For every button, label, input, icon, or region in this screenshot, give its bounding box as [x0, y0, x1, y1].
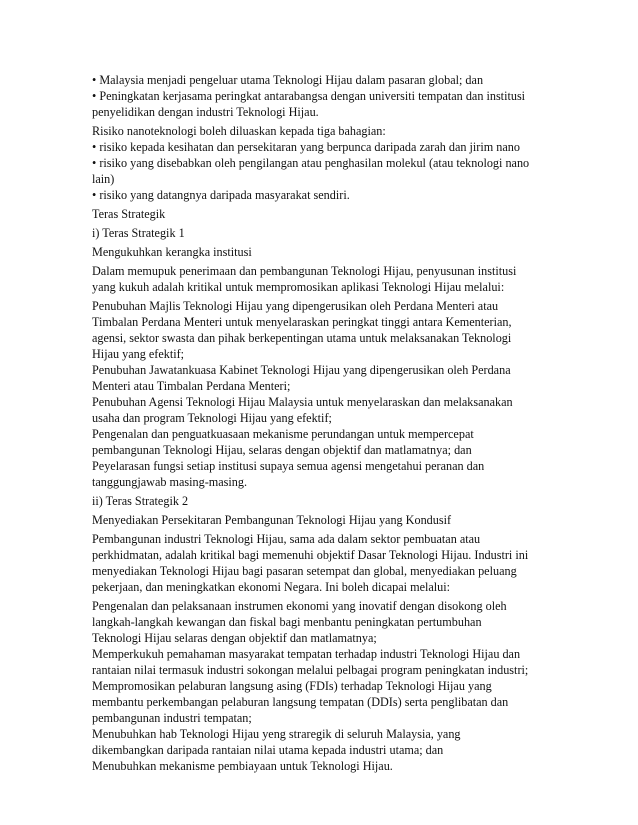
paragraph-line: usaha dan program Teknologi Hijau yang efektif; [92, 411, 332, 425]
bullet-line: • Peningkatan kerjasama peringkat antarabangsa dengan universiti tempatan dan institusi [92, 89, 526, 103]
paragraph-line: pembangunan Teknologi Hijau, selaras dengan objektif dan matlamatnya; dan [92, 443, 472, 457]
paragraph-line: Pembangunan industri Teknologi Hijau, sama ada dalam sektor pembuatan atau [92, 532, 481, 546]
paragraph-line: Menubuhkan mekanisme pembiayaan untuk Teknologi Hijau. [92, 759, 393, 773]
bullet-line: • risiko yang datangnya daripada masyarakat sendiri. [92, 188, 350, 202]
paragraph-line: Pengenalan dan pelaksanaan instrumen ekonomi yang inovatif dengan disokong oleh [92, 599, 507, 613]
paragraph-line: agensi, sektor swasta dan pihak berkepentingan utama untuk melaksanakan Teknologi [92, 331, 512, 345]
paragraph-line: tanggungjawab masing-masing. [92, 475, 248, 489]
paragraph-line: Menteri atau Timbalan Perdana Menteri; [92, 379, 291, 393]
paragraph-line: langkah-langkah kewangan dan fiskal bagi menbantu peningkatan pertumbuhan [92, 615, 482, 629]
subsection-title: Menyediakan Persekitaran Pembangunan Teknologi Hijau yang Kondusif [92, 513, 452, 527]
paragraph-line: pembangunan industri tempatan; [92, 711, 252, 725]
paragraph-line: rantaian nilai termasuk industri sokongan melalui pelbagai program peningkatan industri; [92, 663, 529, 677]
paragraph-line: Penubuhan Agensi Teknologi Hijau Malaysia untuk menyelaraskan dan melaksanakan [92, 395, 513, 409]
bullet-line: • risiko yang disebabkan oleh pengilangan atau penghasilan molekul (atau teknologi nano [92, 156, 530, 170]
paragraph-line: Peyelarasan fungsi setiap institusi supaya semua agensi mengetahui peranan dan [92, 459, 485, 473]
bullet-line: • risiko kepada kesihatan dan persekitaran yang berpunca daripada zarah dan jirim nano [92, 140, 520, 154]
paragraph-line: Memperkukuh pemahaman masyarakat tempatan terhadap industri Teknologi Hijau dan [92, 647, 521, 661]
paragraph-line: pekerjaan, dan meningkatkan ekonomi Negara. Ini boleh dicapai melalui: [92, 580, 451, 594]
text-line: lain) [92, 172, 115, 186]
paragraph-line: yang kukuh adalah kritikal untuk mempromosikan aplikasi Teknologi Hijau melalui: [92, 280, 505, 294]
document-page [92, 72, 562, 774]
section-heading: Teras Strategik [92, 207, 166, 221]
paragraph-line: membantu perkembangan pelaburan langsung tempatan (DDIs) serta penglibatan dan [92, 695, 509, 709]
paragraph-line: Timbalan Perdana Menteri untuk menyelaraskan peringkat tinggi antara Kementerian, [92, 315, 512, 329]
subsection-title: Mengukuhkan kerangka institusi [92, 245, 252, 259]
text-line: Risiko nanoteknologi boleh diluaskan kepada tiga bahagian: [92, 124, 386, 138]
bullet-line: • Malaysia menjadi pengeluar utama Teknologi Hijau dalam pasaran global; dan [92, 73, 484, 87]
paragraph-line: Mempromosikan pelaburan langsung asing (FDIs) terhadap Teknologi Hijau yang [92, 679, 492, 693]
paragraph-line: dikembangkan daripada rantaian nilai utama kepada industri utama; dan [92, 743, 444, 757]
paragraph-line: perkhidmatan, adalah kritikal bagi memenuhi objektif Dasar Teknologi Hijau. Industri ini [92, 548, 529, 562]
paragraph-line: Penubuhan Majlis Teknologi Hijau yang dipengerusikan oleh Perdana Menteri atau [92, 299, 499, 313]
paragraph-line: Hijau yang efektif; [92, 347, 185, 361]
subsection-heading: ii) Teras Strategik 2 [92, 494, 189, 508]
text-line: penyelidikan dengan industri Teknologi Hijau. [92, 105, 319, 119]
paragraph-line: menyediakan Teknologi Hijau bagi pasaran setempat dan global, menyediakan peluang [92, 564, 517, 578]
paragraph-line: Teknologi Hijau selaras dengan objektif dan matlamatnya; [92, 631, 377, 645]
paragraph-line: Pengenalan dan penguatkuasaan mekanisme perundangan untuk mempercepat [92, 427, 474, 441]
subsection-heading: i) Teras Strategik 1 [92, 226, 185, 240]
paragraph-line: Dalam memupuk penerimaan dan pembangunan Teknologi Hijau, penyusunan institusi [92, 264, 517, 278]
paragraph-line: Menubuhkan hab Teknologi Hijau yeng straregik di seluruh Malaysia, yang [92, 727, 461, 741]
paragraph-line: Penubuhan Jawatankuasa Kabinet Teknologi Hijau yang dipengerusikan oleh Perdana [92, 363, 511, 377]
